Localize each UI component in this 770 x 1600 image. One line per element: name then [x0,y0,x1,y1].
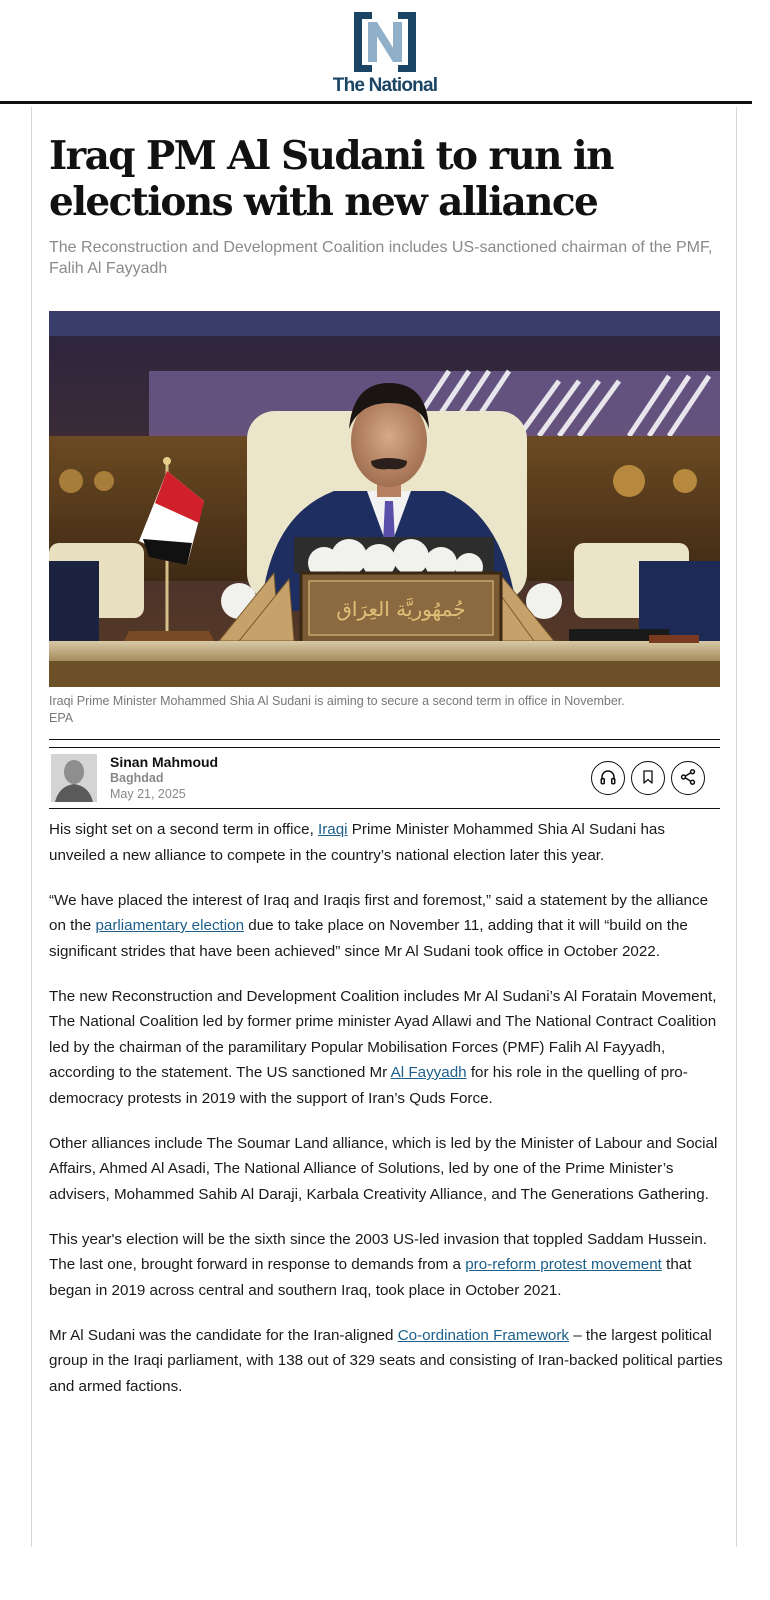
nameplate-text: جُمهُوريَّة العِرَاق [336,597,466,621]
article-paragraph [49,1131,725,1208]
paragraph-text: This year's election will be the sixth since the 2003 US-led invasion that toppled Saddam Hussein. The last one, brought forward in response to demands from a [49,1230,708,1273]
article-container [31,107,737,1547]
photo-caption-text: Iraqi Prime Minister Mohammed Shia Al Sudani is aiming to secure a second term in office in November. [49,694,625,708]
link-pro-reform-protest-movement[interactable]: pro-reform protest movement [465,1256,662,1273]
divider [49,739,720,740]
site-name: The National [332,75,438,96]
paragraph-text: “We have placed the interest of Iraq and Iraqis first and foremost,” said a statement by the alliance on the [49,891,709,934]
site-logo[interactable] [324,12,446,96]
paragraph-text: Mr Al Sudani was the candidate for the Iran-aligned [49,1326,398,1344]
share-icon [679,768,697,789]
paragraph-text: for his role in the quelling of pro-democracy protests in 2019 with the support of Iran’s Quds Force. [49,1064,688,1107]
paragraph-text: Other alliances include The Soumar Land alliance, which is led by the Minister of Labour and Social Affairs, Ahmed Al Asadi, The National Alliance of Solutions, led by one of the Prime Minister’s advisers, Mohammed Sahib Al Daraji, Karbala Creativity Alliance, and The Generations Gathering. [49,1134,718,1203]
divider [49,808,720,809]
paragraph-text: His sight set on a second term in office, [49,821,319,838]
article-standfirst: The Reconstruction and Development Coalition includes US-sanctioned chairman of the PMF, Falih Al Fayyadh [49,239,713,277]
article-paragraph [49,1323,725,1400]
link-parliamentary-election[interactable]: parliamentary election [95,917,245,934]
author-name[interactable]: Sinan Mahmoud [110,754,219,770]
listen-button[interactable] [591,761,625,795]
bookmark-button[interactable] [631,761,665,795]
publish-date: May 21, 2025 [110,787,186,801]
author-location: Baghdad [110,771,164,785]
article-headline: Iraq PM Al Sudani to run in elections with new alliance [49,133,613,225]
paragraph-text: The new Reconstruction and Development Coalition includes Mr Al Sudani’s Al Foratain Movement, The National Coalition led by former prime minister Ayad Allawi and The National Contract Coalition led by the chairman of the paramilitary Popular Mobilisation Forces (PMF) Falih Al Fayyadh, according to the statement. The US sanctioned Mr [49,987,717,1081]
divider [49,747,720,748]
link-co-ordination-framework[interactable]: Co-ordination Framework [397,1326,570,1344]
article-paragraph [49,1227,725,1304]
bookmark-icon [640,768,656,789]
paragraph-text: – the largest political group in the Iraqi parliament, with 138 out of 329 seats and consisting of Iran-backed political parties and armed factions. [49,1326,723,1395]
site-masthead [0,0,752,104]
article-body [49,817,725,1419]
headphones-icon [599,768,617,789]
photo-caption [49,693,720,727]
link-al-fayyadh[interactable]: Al Fayyadh [390,1064,467,1081]
the-national-logo-icon [354,12,416,72]
paragraph-text: Prime Minister Mohammed Shia Al Sudani has unveiled a new alliance to compete in the country’s national election later this year. [49,821,665,864]
article-paragraph [49,984,725,1112]
paragraph-text: that began in 2019 across central and southern Iraq, took place in October 2021. [49,1256,692,1299]
article-photo [49,311,720,687]
article-paragraph [49,888,725,965]
photo-credit: EPA [49,711,74,725]
article-paragraph [49,817,725,868]
paragraph-text: due to take place on November 11, adding that it will “build on the significant strides that have been achieved” since Mr Al Sudani took office in October 2022. [49,917,688,960]
share-button[interactable] [671,761,705,795]
author-avatar[interactable] [51,754,97,802]
link-iraqi[interactable]: Iraqi [318,821,348,838]
